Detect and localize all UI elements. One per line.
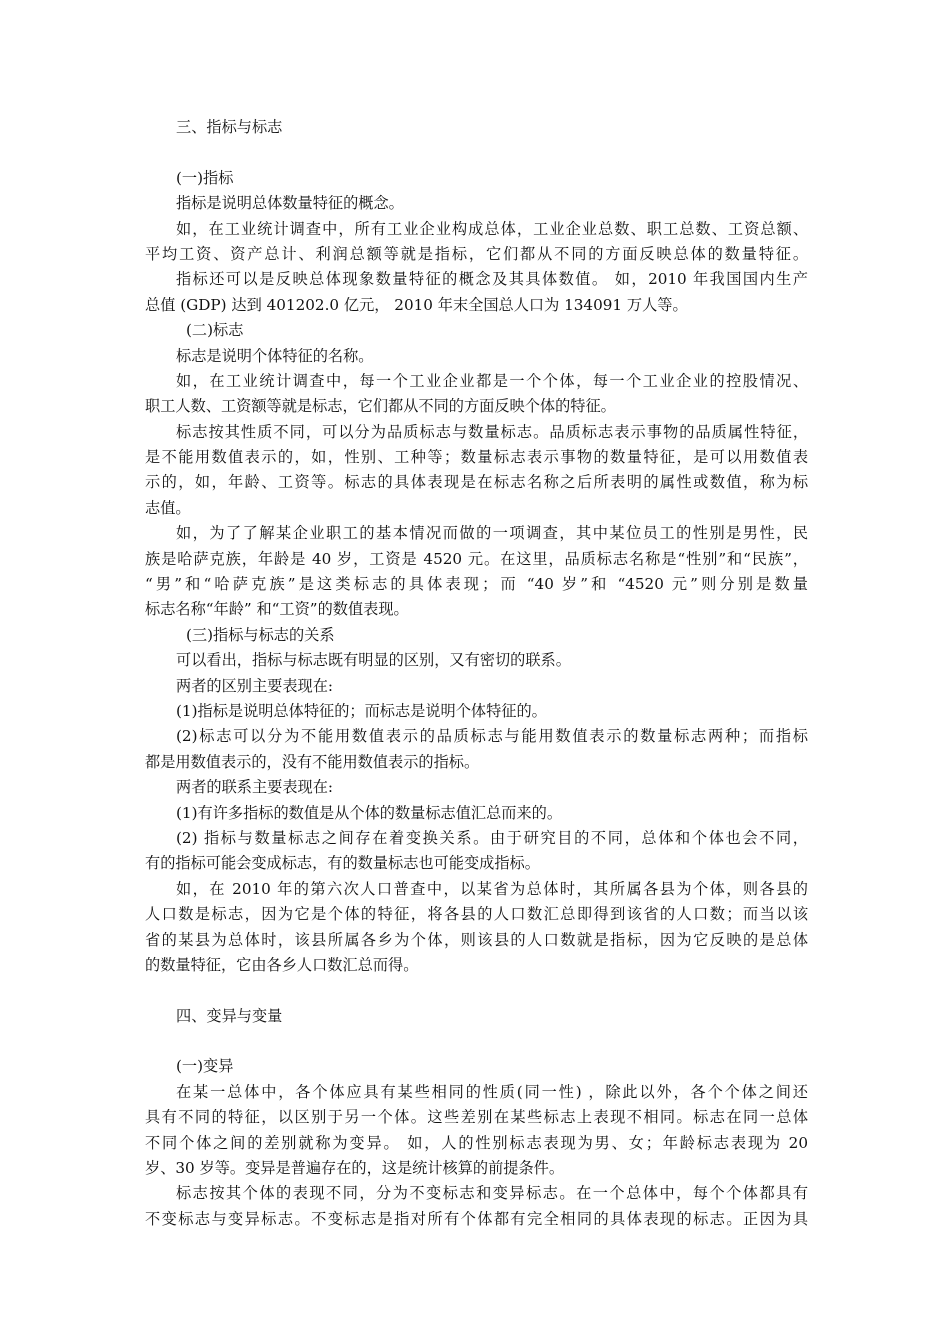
- paragraph-line: 指标是说明总体数量特征的概念。: [176, 194, 404, 213]
- subheading-variation: (一)变异: [176, 1057, 234, 1076]
- list-item: (2)标志可以分为不能用数值表示的品质标志与能用数值表示的数量标志两种；而指标: [176, 727, 808, 746]
- paragraph-line: 不同个体之间的差别就称为变异。 如，人的性别标志表现为男、女；年龄标志表现为 20: [145, 1133, 808, 1152]
- paragraph-line: 标志按其性质不同，可以分为品质标志与数量标志。品质标志表示事物的品质属性特征，: [176, 422, 808, 441]
- paragraph-line: 的数量特征，它由各乡人口数汇总而得。: [145, 955, 419, 974]
- subheading-indicator: (一)指标: [176, 168, 234, 187]
- paragraph-line: 职工人数、工资额等就是标志，它们都从不同的方面反映个体的特征。: [145, 397, 616, 416]
- paragraph-line: 都是用数值表示的，没有不能用数值表示的指标。: [145, 752, 480, 771]
- paragraph-line: 省的某县为总体时，该县所属各乡为个体，则该县的人口数就是指标，因为它反映的是总体: [145, 930, 808, 949]
- subheading-marker: (二)标志: [186, 321, 244, 340]
- paragraph-line: 人口数是标志，因为它是个体的特征，将各县的人口数汇总即得到该省的人口数；而当以该: [145, 905, 808, 924]
- paragraph-line: 示的，如，年龄、工资等。标志的具体表现是在标志名称之后所表明的属性或数值，称为标: [145, 473, 808, 492]
- paragraph-line: 如，在工业统计调查中，所有工业企业构成总体，工业企业总数、职工总数、工资总额、: [176, 219, 808, 238]
- paragraph-line: 如，在工业统计调查中，每一个工业企业都是一个个体，每一个工业企业的控股情况、: [176, 371, 808, 390]
- paragraph-line: 可以看出，指标与标志既有明显的区别，又有密切的联系。: [176, 651, 571, 670]
- paragraph-line: 不变标志与变异标志。不变标志是指对所有个体都有完全相同的具体表现的标志。正因为具: [145, 1209, 808, 1228]
- paragraph-line: “男”和“哈萨克族”是这类标志的具体表现；而 “40 岁”和 “4520 元”则分别是数量: [145, 575, 808, 594]
- paragraph-line: 具有不同的特征，以区别于另一个体。这些差别在某些标志上表现不相同。标志在同一总体: [145, 1108, 808, 1127]
- paragraph-line: 岁、30 岁等。变异是普遍存在的，这是统计核算的前提条件。: [145, 1159, 565, 1178]
- paragraph-line: 族是哈萨克族，年龄是 40 岁，工资是 4520 元。在这里，品质标志名称是“性别”和“民族”，: [145, 549, 808, 568]
- list-item: (1)指标是说明总体特征的；而标志是说明个体特征的。: [176, 701, 547, 720]
- paragraph-line: 如，在 2010 年的第六次人口普查中，以某省为总体时，其所属各县为个体，则各县的: [176, 879, 808, 898]
- paragraph-line: 标志名称“年龄” 和“工资”的数值表现。: [145, 600, 409, 619]
- blank-line: [145, 978, 808, 1003]
- section-heading-3: 三、指标与标志: [176, 118, 283, 136]
- paragraph-line: 平均工资、资产总计、利润总额等就是指标，它们都从不同的方面反映总体的数量特征。: [145, 244, 808, 263]
- list-item: (2) 指标与数量标志之间存在着变换关系。由于研究目的不同，总体和个体也会不同，: [176, 828, 808, 847]
- paragraph-line: 在某一总体中，各个体应具有某些相同的性质(同一性) ，除此以外，各个个体之间还: [176, 1082, 808, 1101]
- document-body: [145, 115, 808, 1232]
- paragraph-line: 有的指标可能会变成标志，有的数量标志也可能变成指标。: [145, 854, 540, 873]
- list-item: (1)有许多指标的数值是从个体的数量标志值汇总而来的。: [176, 803, 563, 822]
- subheading-relationship: (三)指标与标志的关系: [186, 625, 335, 644]
- paragraph-line: 标志是说明个体特征的名称。: [176, 346, 374, 365]
- section-heading-4: 四、变异与变量: [176, 1006, 283, 1025]
- blank-line: [145, 1029, 808, 1054]
- paragraph-line: 是不能用数值表示的，如，性别、工种等；数量标志表示事物的数量特征，是可以用数值表: [145, 448, 808, 467]
- paragraph-line: 总值 (GDP) 达到 401202.0 亿元， 2010 年末全国总人口为 134091 万人等。: [145, 295, 688, 314]
- blank-line: [145, 140, 808, 165]
- paragraph-line: 指标还可以是反映总体现象数量特征的概念及其具体数值。 如，2010 年我国国内生产: [176, 270, 808, 289]
- paragraph-line: 志值。: [145, 498, 191, 517]
- paragraph-line: 两者的联系主要表现在:: [176, 778, 333, 797]
- paragraph-line: 标志按其个体的表现不同，分为不变标志和变异标志。在一个总体中，每个个体都具有: [176, 1184, 808, 1203]
- paragraph-line: 两者的区别主要表现在:: [176, 676, 333, 695]
- paragraph-line: 如，为了了解某企业职工的基本情况而做的一项调查，其中某位员工的性别是男性，民: [176, 524, 808, 543]
